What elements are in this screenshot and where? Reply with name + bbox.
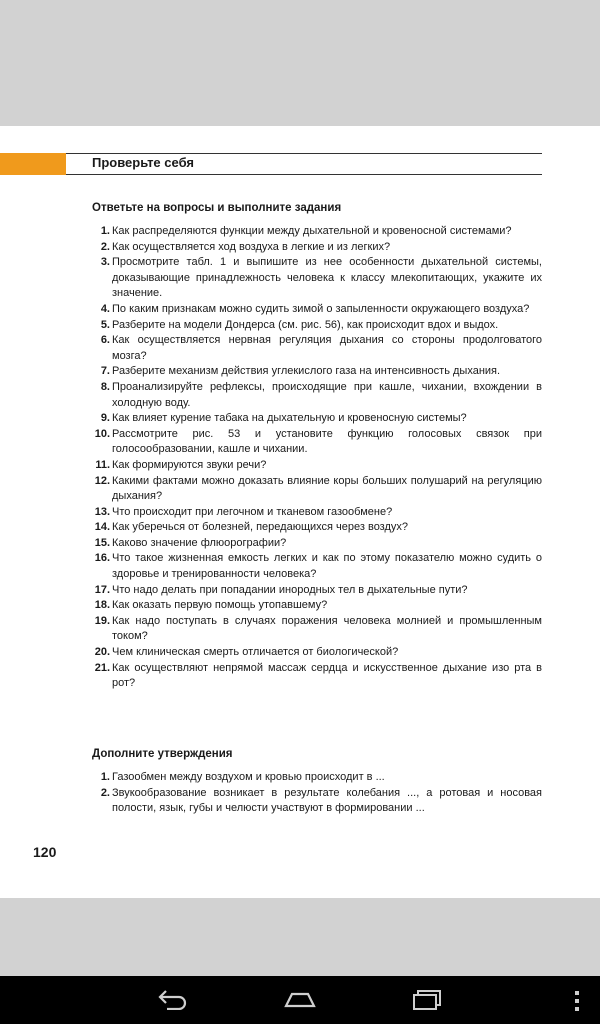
question-number: 1. [100, 225, 110, 237]
back-button[interactable] [137, 976, 207, 1024]
question-number: 12. [94, 474, 110, 487]
statement-item [92, 770, 542, 786]
question-item [92, 598, 542, 614]
question-number: 6. [100, 334, 110, 347]
question-item [92, 505, 542, 521]
statement-number: 2. [100, 786, 110, 799]
question-item [92, 661, 542, 692]
question-number: 21. [94, 661, 110, 674]
page-number: 120 [33, 844, 57, 860]
page-title: Проверьте себя [92, 155, 195, 170]
question-text: Как уберечься от болезней, передающихся через воздух? [112, 521, 409, 534]
question-number: 14. [94, 521, 110, 534]
statement-item [92, 786, 542, 817]
question-text: Просмотрите табл. 1 и выпишите из нее особенности дыхательной системы, доказывающие принадлежность человека к классу млекопитающих, укажите их значение. [112, 256, 542, 300]
question-item [92, 614, 542, 645]
question-item [92, 583, 542, 599]
question-number: 18. [94, 599, 110, 612]
question-text: Какими фактами можно доказать влияние коры больших полушарий на регуляцию дыхания? [112, 474, 542, 503]
header-divider-bottom [66, 174, 542, 175]
question-text: Что происходит при легочном и тканевом газообмене? [112, 505, 393, 518]
question-number: 5. [100, 318, 110, 331]
home-icon [282, 988, 318, 1010]
question-item [92, 474, 542, 505]
question-item [92, 302, 542, 318]
book-page [0, 126, 600, 898]
question-text: Как осуществляют непрямой массаж сердца и искусственное дыхание изо рта в рот? [112, 661, 542, 690]
question-text: По каким признакам можно судить зимой о запыленности окружающего воздуха? [112, 302, 530, 315]
statement-number: 1. [100, 771, 110, 783]
question-item [92, 520, 542, 536]
question-item [92, 318, 542, 334]
question-number: 4. [100, 302, 110, 315]
question-number: 19. [94, 614, 110, 627]
question-item [92, 255, 542, 302]
question-item [92, 645, 542, 661]
question-number: 9. [100, 412, 110, 425]
question-number: 7. [100, 365, 110, 378]
statements-list [92, 770, 542, 817]
header-divider-top [66, 153, 542, 154]
question-item [92, 551, 542, 582]
menu-icon [574, 990, 580, 1012]
question-number: 10. [94, 427, 110, 440]
question-text: Как влияет курение табака на дыхательную и кровеносную системы? [112, 412, 467, 425]
question-text: Разберите на модели Дондерса (см. рис. 56), как происходит вдох и выдох. [112, 318, 499, 331]
question-text: Как оказать первую помощь утопавшему? [112, 599, 328, 612]
question-number: 20. [94, 646, 110, 659]
question-number: 15. [94, 536, 110, 549]
question-text: Что надо делать при попадании инородных тел в дыхательные пути? [112, 583, 468, 596]
statement-text: Газообмен между воздухом и кровью происходит в ... [112, 771, 385, 783]
question-text: Чем клиническая смерть отличается от биологической? [112, 646, 399, 659]
question-text: Как распределяются функции между дыхательной и кровеносной системами? [112, 225, 512, 237]
question-text: Как надо поступать в случаях поражения человека молнией и промышленным током? [112, 614, 542, 643]
question-number: 2. [100, 240, 110, 253]
question-item [92, 224, 542, 240]
question-number: 11. [95, 458, 110, 471]
question-number: 13. [94, 505, 110, 518]
question-number: 17. [94, 583, 110, 596]
question-text: Каково значение флюорографии? [112, 536, 287, 549]
question-item [92, 380, 542, 411]
question-text: Как осуществляется нервная регуляция дыхания со стороны продолговатого мозга? [112, 334, 542, 362]
recent-apps-button[interactable] [392, 976, 462, 1024]
question-text: Как осуществляется ход воздуха в легкие и из легких? [112, 240, 391, 253]
question-item [92, 536, 542, 552]
question-item [92, 364, 542, 380]
question-item [92, 427, 542, 458]
questions-heading: Ответьте на вопросы и выполните задания [92, 202, 342, 214]
android-navigation-bar [0, 976, 600, 1024]
question-text: Что такое жизненная емкость легких и как по этому показателю можно судить о здоровье и тренированности человека? [112, 552, 542, 581]
question-text: Как формируются звуки речи? [112, 458, 267, 471]
question-item [92, 333, 542, 364]
recent-apps-icon [409, 988, 445, 1010]
question-item [92, 458, 542, 474]
question-number: 8. [100, 380, 110, 393]
statement-text: Звукообразование возникает в результате колебания ..., а ротовая и носовая полости, язык, губы и челюсти участвуют в формировании ... [112, 786, 542, 815]
back-icon [155, 988, 189, 1010]
question-text: Рассмотрите рис. 53 и установите функцию голосовых связок при голосообразовании, кашле и чихании. [112, 427, 542, 456]
question-item [92, 240, 542, 256]
menu-button[interactable] [574, 990, 580, 1012]
home-button[interactable] [265, 976, 335, 1024]
question-item [92, 411, 542, 427]
questions-list [92, 224, 542, 692]
question-text: Проанализируйте рефлексы, происходящие при кашле, чихании, вхождении в холодную воду. [112, 380, 542, 409]
question-number: 3. [100, 256, 110, 269]
statements-heading: Дополните утверждения [92, 748, 233, 760]
section-accent-tab [0, 153, 66, 175]
question-number: 16. [94, 552, 110, 565]
question-text: Разберите механизм действия углекислого газа на интенсивность дыхания. [112, 365, 501, 378]
